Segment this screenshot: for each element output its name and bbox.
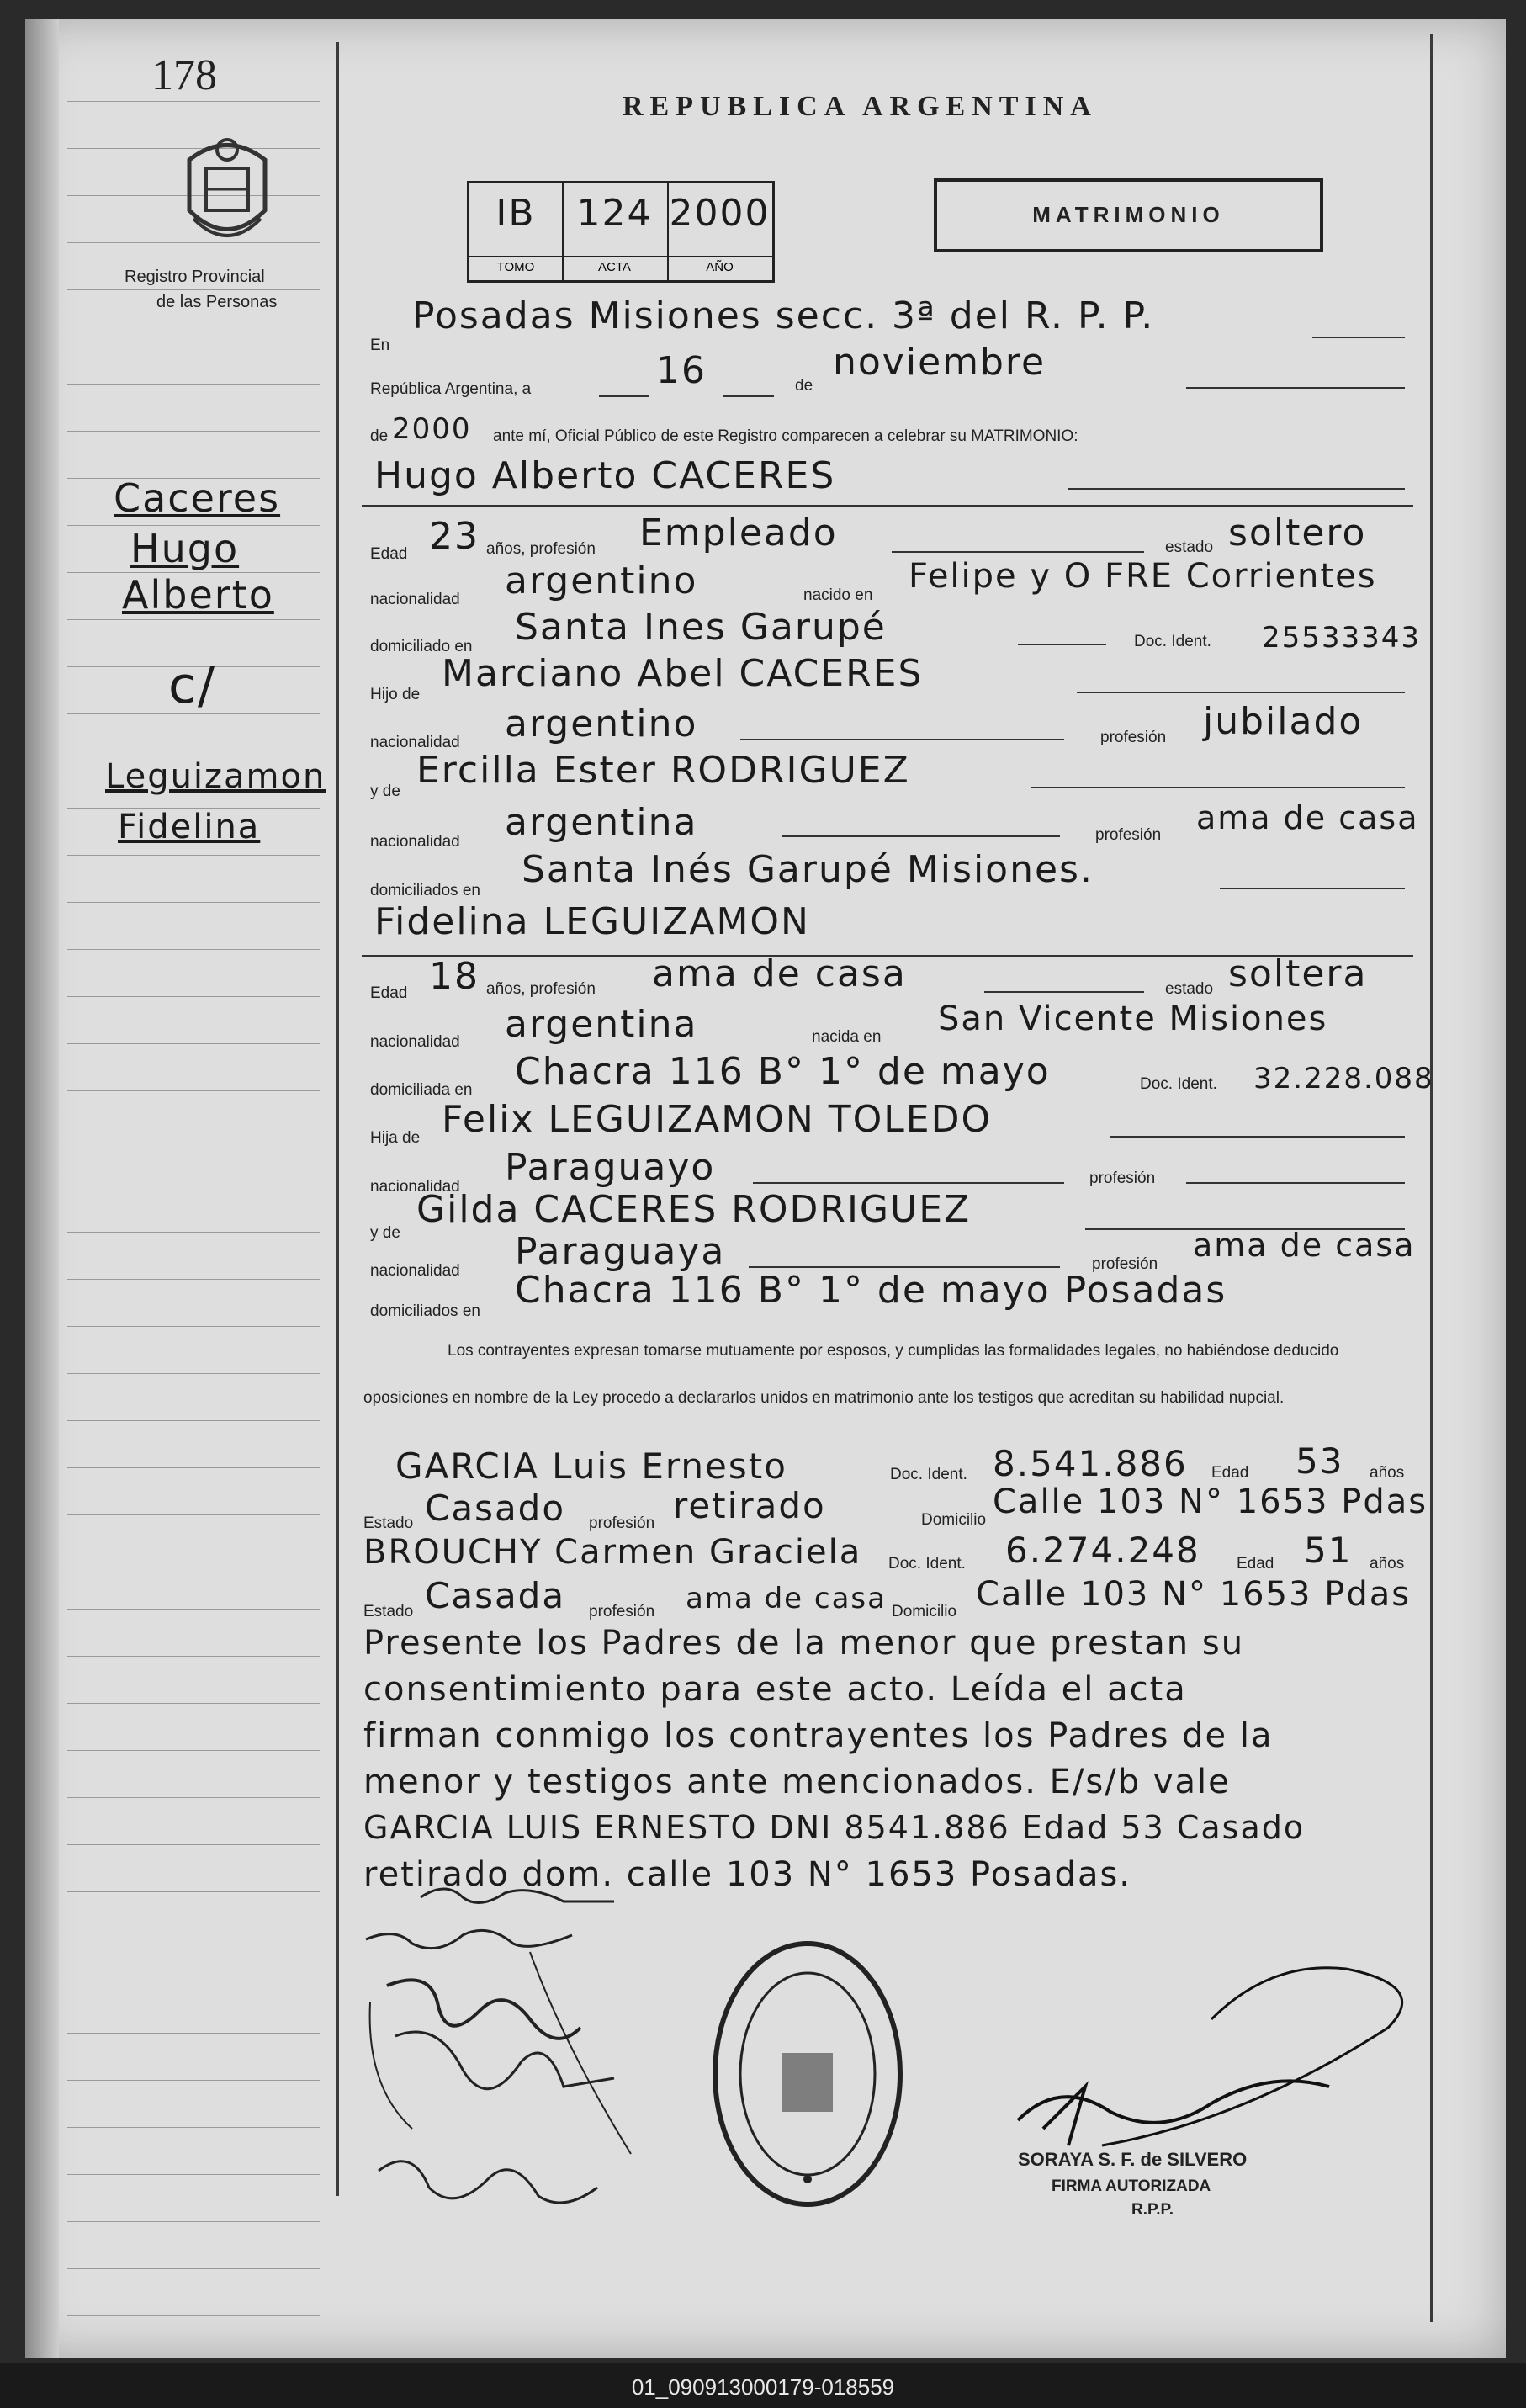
bride-name: Fidelina LEGUIZAMON xyxy=(374,900,810,943)
bride-mother-nat-label: nacionalidad xyxy=(370,1262,460,1280)
ruled-line xyxy=(67,1797,320,1798)
bride-parents-dom-label: domiciliados en xyxy=(370,1302,480,1320)
margin-note-middle: Alberto xyxy=(122,572,274,618)
groom-age: 23 xyxy=(429,515,480,558)
ano-cell xyxy=(667,183,772,280)
ruled-line xyxy=(67,1609,320,1610)
witness2-age-label: Edad xyxy=(1237,1555,1274,1573)
ruled-line xyxy=(67,289,320,290)
registry-name-2: de las Personas xyxy=(156,293,278,311)
groom-dom-label: domiciliado en xyxy=(370,638,473,655)
fill-line xyxy=(599,395,649,397)
bride-mother: Gilda CACERES RODRIGUEZ xyxy=(416,1188,972,1231)
bride-age-label: Edad xyxy=(370,984,408,1002)
fill-line xyxy=(1220,888,1405,889)
witness1-doc: 8.541.886 xyxy=(993,1443,1188,1484)
ruled-line xyxy=(67,2127,320,2128)
note-line-1: Presente los Padres de la menor que prestan su xyxy=(363,1624,1245,1663)
ruled-line xyxy=(67,1750,320,1751)
bride-nationality: argentina xyxy=(505,1003,698,1046)
ruled-line xyxy=(67,1656,320,1657)
month-value: noviembre xyxy=(833,341,1046,384)
fill-line xyxy=(1031,787,1405,788)
authorized-signature xyxy=(993,1952,1430,2171)
ruled-line xyxy=(67,1232,320,1233)
bride-father-nat: Paraguayo xyxy=(505,1146,716,1189)
ruled-line xyxy=(67,2268,320,2269)
groom-born-label: nacido en xyxy=(803,586,873,604)
margin-note-bride-first: Fidelina xyxy=(118,808,261,846)
witness2-status: Casada xyxy=(425,1575,566,1616)
margin-note-bride-surname: Leguizamon xyxy=(105,757,326,796)
fill-line xyxy=(1186,387,1405,389)
witness1-anos-label: años xyxy=(1370,1464,1405,1482)
witness1-doc-label: Doc. Ident. xyxy=(890,1466,967,1483)
groom-parents-dom-label: domiciliados en xyxy=(370,882,480,899)
tomo-cell xyxy=(469,183,564,280)
fill-line xyxy=(1312,337,1405,338)
en-label: En xyxy=(370,337,390,354)
ruled-line xyxy=(67,1844,320,1845)
groom-nationality: argentino xyxy=(505,560,698,602)
folio-number: 178 xyxy=(151,51,217,99)
ruled-line xyxy=(67,2033,320,2034)
official-stamp xyxy=(707,1935,909,2213)
fill-line xyxy=(1110,1136,1405,1138)
groom-mother-label: y de xyxy=(370,782,400,800)
signatory-office: R.P.P. xyxy=(1131,2201,1174,2219)
de-label: de xyxy=(795,377,813,395)
fill-line xyxy=(723,395,774,397)
ruled-line xyxy=(67,431,320,432)
groom-name: Hugo Alberto CACERES xyxy=(374,454,836,497)
fill-line xyxy=(740,739,1064,740)
bride-status-label: estado xyxy=(1165,980,1214,998)
bride-father-label: Hija de xyxy=(370,1129,421,1147)
fill-line xyxy=(1068,488,1405,490)
acta-label: ACTA xyxy=(562,256,667,274)
ruled-line xyxy=(67,1090,320,1091)
appear-text: ante mí, Oficial Público de este Registro comparecen a celebrar su MATRIMONIO: xyxy=(493,427,1078,445)
fill-line xyxy=(1018,644,1106,645)
acta-cell xyxy=(562,183,669,280)
bride-birthplace: San Vicente Misiones xyxy=(938,1000,1328,1038)
right-border-line xyxy=(1430,34,1433,2322)
tomo-value: IB xyxy=(495,192,536,235)
witness2-status-label: Estado xyxy=(363,1603,414,1620)
witness1-name: GARCIA Luis Ernesto xyxy=(395,1445,787,1487)
witness2-prof-label: profesión xyxy=(589,1603,655,1620)
bride-nat-label: nacionalidad xyxy=(370,1033,460,1051)
bride-address: Chacra 116 B° 1° de mayo xyxy=(515,1050,1051,1093)
groom-mother-nat-label: nacionalidad xyxy=(370,833,460,851)
margin-divider xyxy=(336,42,339,2196)
place-value: Posadas Misiones secc. 3ª del R. P. P. xyxy=(412,294,1155,337)
groom-mother: Ercilla Ester RODRIGUEZ xyxy=(416,749,910,792)
groom-father-nat-label: nacionalidad xyxy=(370,734,460,751)
registry-name: Registro Provincial xyxy=(125,268,265,286)
ruled-line xyxy=(67,949,320,950)
groom-parents-address: Santa Inés Garupé Misiones. xyxy=(522,848,1094,891)
bride-mother-nat: Paraguaya xyxy=(515,1230,726,1273)
bride-father-prof-label: profesión xyxy=(1089,1170,1156,1187)
witness2-address: Calle 103 N° 1653 Pdas xyxy=(976,1575,1412,1614)
groom-mother-prof-label: profesión xyxy=(1095,826,1162,844)
section-divider xyxy=(362,505,1413,507)
groom-mother-nat: argentina xyxy=(505,801,698,844)
witness1-dom-label: Domicilio xyxy=(921,1511,987,1529)
witness2-dom-label: Domicilio xyxy=(892,1603,957,1620)
fill-line xyxy=(782,835,1060,837)
ano-value: 2000 xyxy=(669,192,771,235)
ruled-line xyxy=(67,1279,320,1280)
bride-profession: ama de casa xyxy=(652,952,907,995)
fill-line xyxy=(1077,692,1405,693)
bride-born-label: nacida en xyxy=(812,1028,882,1046)
binding-edge xyxy=(25,19,59,2358)
ruled-line xyxy=(67,2221,320,2222)
note-line-3: firman conmigo los contrayentes los Padres de la xyxy=(363,1716,1274,1755)
fill-line xyxy=(984,991,1144,993)
fill-line xyxy=(749,1266,1060,1268)
bride-father: Felix LEGUIZAMON TOLEDO xyxy=(442,1098,993,1141)
ruled-line xyxy=(67,855,320,856)
witness1-address: Calle 103 N° 1653 Pdas xyxy=(993,1482,1428,1521)
coat-of-arms-icon xyxy=(172,126,282,252)
witness1-age: 53 xyxy=(1296,1440,1344,1482)
tomo-label: TOMO xyxy=(469,256,562,274)
ruled-line xyxy=(67,1514,320,1515)
bride-dom-label: domiciliada en xyxy=(370,1081,473,1099)
fill-line xyxy=(753,1182,1064,1184)
bride-doc: 32.228.088 xyxy=(1253,1062,1434,1095)
witness1-age-label: Edad xyxy=(1211,1464,1249,1482)
ruled-line xyxy=(67,2174,320,2175)
bride-doc-label: Doc. Ident. xyxy=(1140,1075,1217,1093)
groom-status-label: estado xyxy=(1165,538,1214,556)
day-value: 16 xyxy=(656,349,707,392)
ruled-line xyxy=(67,1373,320,1374)
groom-father-prof: jubilado xyxy=(1203,700,1364,743)
bride-mother-prof: ama de casa xyxy=(1193,1227,1416,1264)
de-year-label: de xyxy=(370,427,389,445)
groom-nat-label: nacionalidad xyxy=(370,591,460,608)
signatures-left xyxy=(362,1876,665,2238)
ruled-line xyxy=(67,1703,320,1704)
groom-prof-label: años, profesión xyxy=(486,540,596,558)
groom-birthplace: Felipe y O FRE Corrientes xyxy=(909,557,1377,596)
groom-status: soltero xyxy=(1228,512,1367,554)
witness2-doc-label: Doc. Ident. xyxy=(888,1555,966,1573)
ruled-line xyxy=(67,1326,320,1327)
witness2-anos-label: años xyxy=(1370,1555,1405,1573)
groom-father-label: Hijo de xyxy=(370,686,421,703)
legal-text: Los contrayentes expresan tomarse mutuamente por esposos, y cumplidas las formalidades legales, no habiéndose deducido oposiciones en nombre de la Ley procedo a declararlos unidos en matrimonio ante los testigos que acreditan su habilidad nupcial. xyxy=(363,1342,1339,1407)
ruled-line xyxy=(67,2315,320,2316)
note-line-4: menor y testigos ante mencionados. E/s/b vale xyxy=(363,1763,1231,1801)
bride-status: soltera xyxy=(1228,952,1368,995)
ruled-line xyxy=(67,996,320,997)
groom-doc: 25533343 xyxy=(1262,621,1422,655)
groom-age-label: Edad xyxy=(370,545,408,563)
groom-father-nat: argentino xyxy=(505,703,698,745)
groom-address: Santa Ines Garupé xyxy=(515,606,887,649)
note-line-5: GARCIA LUIS ERNESTO DNI 8541.886 Edad 53 Casado xyxy=(363,1809,1306,1846)
witness1-prof-label: profesión xyxy=(589,1514,655,1532)
margin-note-with: c/ xyxy=(168,656,217,715)
fill-line xyxy=(1186,1182,1405,1184)
signatory-name: SORAYA S. F. de SILVERO xyxy=(1018,2149,1248,2170)
bride-mother-label: y de xyxy=(370,1224,400,1242)
witness1-status: Casado xyxy=(425,1488,566,1529)
groom-profession: Empleado xyxy=(639,512,838,554)
ruled-line xyxy=(67,619,320,620)
witness2-name: BROUCHY Carmen Graciela xyxy=(363,1533,862,1572)
ruled-line xyxy=(67,1891,320,1892)
year-value: 2000 xyxy=(392,412,472,446)
witness2-doc: 6.274.248 xyxy=(1005,1530,1200,1571)
acta-value: 124 xyxy=(576,192,653,235)
note-line-6: retirado dom. calle 103 N° 1653 Posadas. xyxy=(363,1855,1132,1894)
witness1-status-label: Estado xyxy=(363,1514,414,1532)
witness2-age: 51 xyxy=(1304,1530,1353,1571)
bride-age: 18 xyxy=(429,955,480,998)
bride-father-nat-label: nacionalidad xyxy=(370,1178,460,1196)
ano-label: AÑO xyxy=(667,256,772,274)
ruled-line xyxy=(67,1043,320,1044)
country-label: República Argentina, a xyxy=(370,380,532,398)
act-type-box xyxy=(934,178,1323,252)
groom-father: Marciano Abel CACERES xyxy=(442,652,924,695)
ruled-line xyxy=(67,2080,320,2081)
margin-note-surname: Caceres xyxy=(114,475,281,521)
ruled-line xyxy=(67,384,320,385)
groom-father-prof-label: profesión xyxy=(1100,729,1167,746)
margin-note-first: Hugo xyxy=(130,526,240,571)
ruled-line xyxy=(67,902,320,903)
ruled-line xyxy=(67,101,320,102)
witness2-profession: ama de casa xyxy=(686,1582,887,1615)
note-line-2: consentimiento para este acto. Leída el acta xyxy=(363,1670,1187,1709)
bride-mother-prof-label: profesión xyxy=(1092,1255,1158,1273)
signatory-title: FIRMA AUTORIZADA xyxy=(1052,2177,1211,2195)
bride-prof-label: años, profesión xyxy=(486,980,596,998)
bride-parents-address: Chacra 116 B° 1° de mayo Posadas xyxy=(515,1269,1227,1312)
groom-mother-prof: ama de casa xyxy=(1196,799,1419,836)
image-id: 01_090913000179-018559 xyxy=(631,2374,895,2400)
page-title: REPUBLICA ARGENTINA xyxy=(623,91,1098,122)
ruled-line xyxy=(67,1420,320,1421)
reference-box xyxy=(467,181,775,283)
act-type-label: MATRIMONIO xyxy=(1032,202,1225,227)
groom-doc-label: Doc. Ident. xyxy=(1134,633,1211,650)
fill-line xyxy=(892,551,1144,553)
ruled-line xyxy=(67,1467,320,1468)
witness1-profession: retirado xyxy=(673,1485,826,1526)
